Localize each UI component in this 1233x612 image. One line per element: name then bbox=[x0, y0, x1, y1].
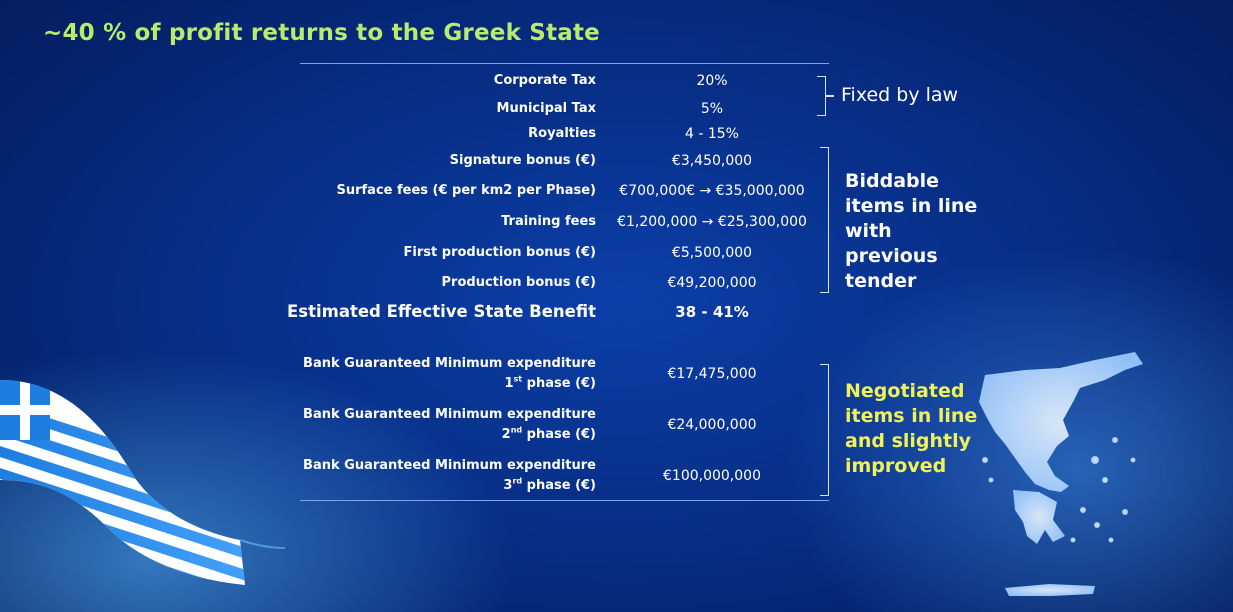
table-top-rule bbox=[300, 63, 829, 64]
table-row bbox=[300, 68, 820, 94]
row-value: €3,450,000 bbox=[671, 153, 753, 169]
table-row bbox=[300, 270, 820, 296]
row-label: Royalties bbox=[528, 126, 596, 141]
expenditure-ordinal-suffix: rd bbox=[512, 476, 523, 486]
row-label: Production bonus (€) bbox=[441, 275, 596, 290]
expenditure-label-line2: phase (€) bbox=[526, 376, 596, 391]
greece-map-icon bbox=[965, 340, 1155, 610]
table-row bbox=[300, 121, 820, 147]
row-label: Surface fees (€ per km2 per Phase) bbox=[336, 183, 596, 198]
expenditure-value: €17,475,000 bbox=[667, 366, 757, 382]
row-value: €49,200,000 bbox=[667, 275, 757, 291]
expenditure-ordinal: 2 bbox=[501, 427, 511, 442]
row-label: Municipal Tax bbox=[496, 101, 596, 116]
row-label: Training fees bbox=[501, 214, 596, 229]
expenditure-ordinal-suffix: nd bbox=[510, 425, 523, 435]
benefit-row bbox=[287, 299, 820, 325]
expenditure-ordinal: 1 bbox=[504, 376, 514, 391]
expenditure-ordinal: 3 bbox=[503, 478, 513, 493]
negotiated-label: Negotiated items in line and slightly improved bbox=[845, 380, 978, 477]
expenditure-label-line2: phase (€) bbox=[526, 478, 596, 493]
expenditure-row bbox=[300, 354, 820, 394]
table-row bbox=[300, 240, 820, 266]
table-row bbox=[300, 178, 820, 204]
fixed-by-law-bracket-tick bbox=[826, 95, 834, 97]
table-row bbox=[300, 96, 820, 122]
row-value: €1,200,000 → €25,300,000 bbox=[617, 214, 807, 230]
greek-flag-ribbon-icon bbox=[0, 380, 300, 600]
table-row bbox=[300, 148, 820, 174]
row-label: First production bonus (€) bbox=[403, 245, 596, 260]
benefit-value: 38 - 41% bbox=[675, 303, 749, 321]
row-value: 5% bbox=[700, 101, 724, 117]
table-row bbox=[300, 209, 820, 235]
row-label: Corporate Tax bbox=[493, 73, 596, 88]
expenditure-ordinal-suffix: st bbox=[513, 374, 523, 384]
expenditure-label-line2: phase (€) bbox=[526, 427, 596, 442]
expenditure-row bbox=[300, 456, 820, 496]
row-value: €5,500,000 bbox=[671, 245, 753, 261]
expenditure-label-line1: Bank Guaranteed Minimum expenditure bbox=[303, 356, 596, 371]
expenditure-value: €100,000,000 bbox=[663, 468, 761, 484]
benefit-label: Estimated Effective State Benefit bbox=[287, 302, 596, 321]
table-bottom-rule bbox=[300, 500, 829, 501]
expenditure-label-line1: Bank Guaranteed Minimum expenditure bbox=[303, 458, 596, 473]
row-label: Signature bonus (€) bbox=[449, 153, 596, 168]
expenditure-row bbox=[300, 405, 820, 445]
expenditure-value: €24,000,000 bbox=[667, 417, 757, 433]
fixed-by-law-bracket bbox=[817, 76, 826, 116]
row-value: €700,000€ → €35,000,000 bbox=[619, 183, 805, 199]
negotiated-bracket bbox=[820, 364, 829, 496]
biddable-bracket bbox=[820, 147, 829, 293]
row-value: 4 - 15% bbox=[685, 126, 739, 142]
expenditure-label-line1: Bank Guaranteed Minimum expenditure bbox=[303, 407, 596, 422]
page-title: ~40 % of profit returns to the Greek State bbox=[43, 20, 600, 46]
row-value: 20% bbox=[696, 73, 728, 89]
fixed-by-law-label: Fixed by law bbox=[841, 84, 959, 106]
biddable-label: Biddable items in line with previous tender bbox=[845, 170, 978, 292]
